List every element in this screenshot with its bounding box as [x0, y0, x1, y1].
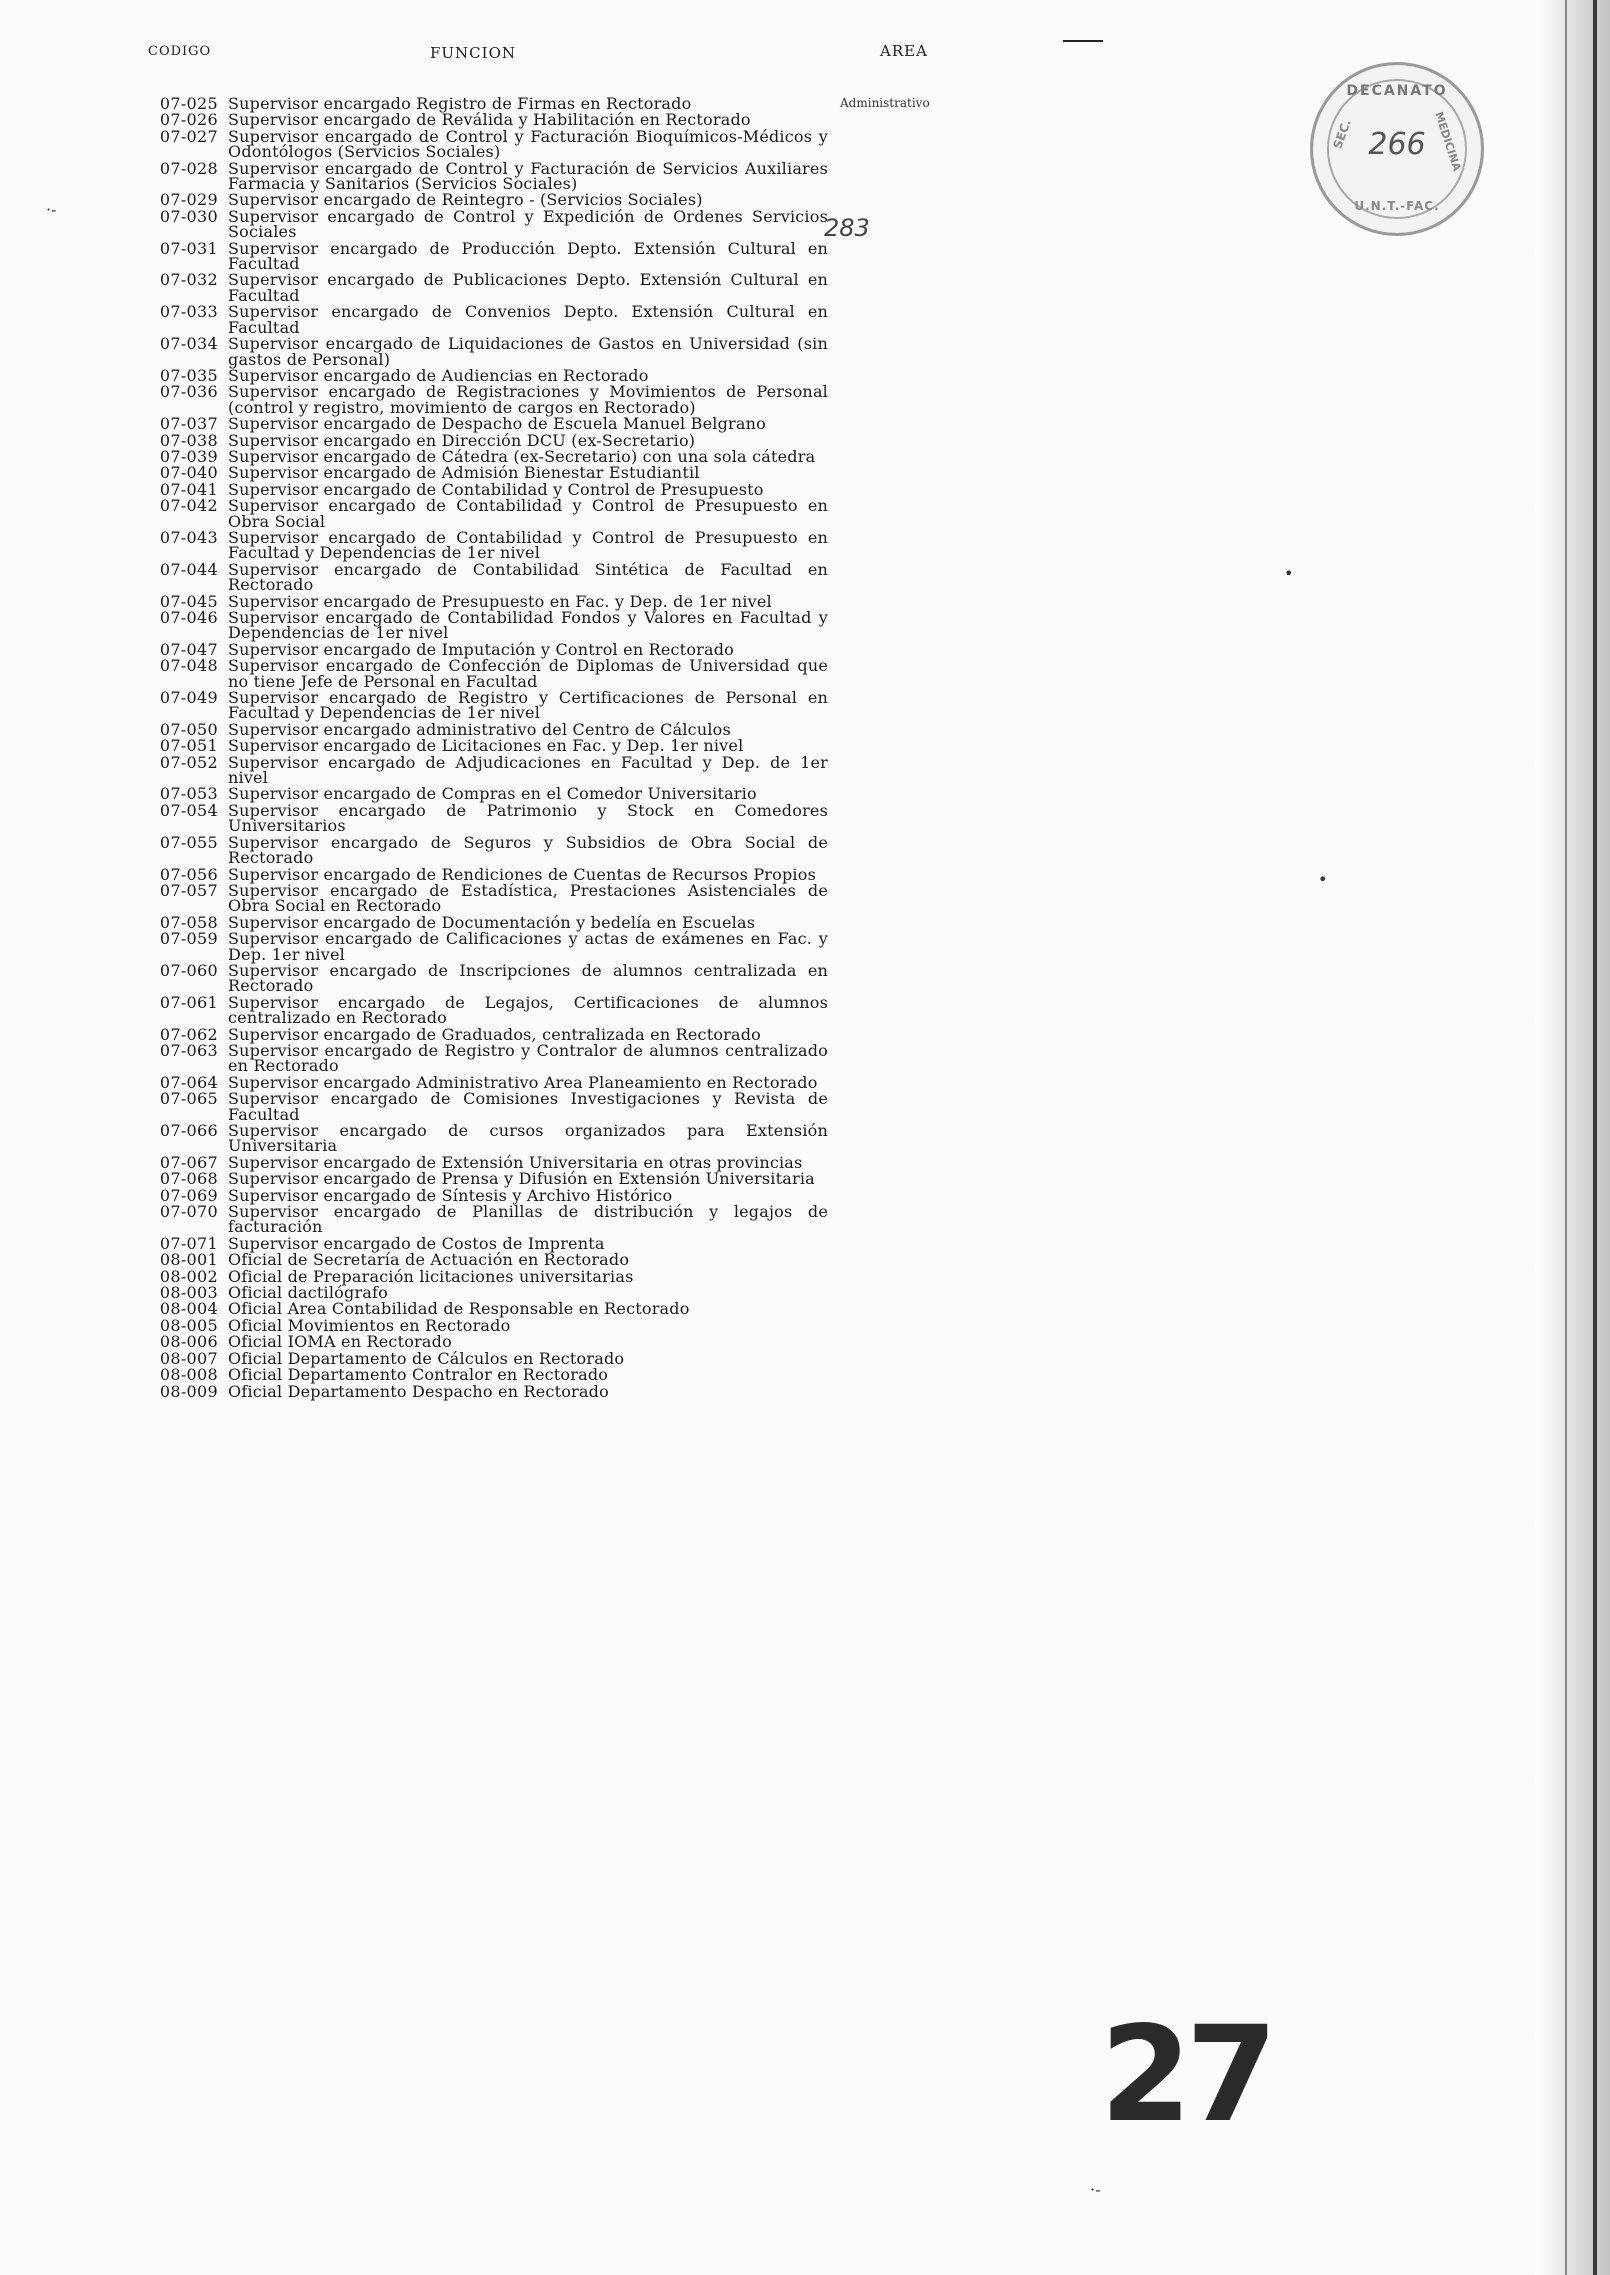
- table-row: [0, 304, 1540, 335]
- row-code: 07-057: [159, 880, 218, 900]
- row-function: Supervisor encargado de Contabilidad y Control de Presupuesto en Obra Social: [228, 496, 828, 531]
- row-function: Supervisor encargado de Contabilidad Sintética de Facultad en Rectorado: [228, 559, 828, 595]
- row-code: 08-005: [159, 1315, 218, 1335]
- row-function: Supervisor encargado de Registro y Certificaciones de Personal en Facultad y Dependencias de 1er nivel: [228, 688, 828, 723]
- row-function: Oficial Departamento Contralor en Rectorado: [228, 1365, 609, 1385]
- row-code: 07-064: [159, 1072, 218, 1092]
- stamp-top-text: DECANATO: [1346, 83, 1448, 99]
- table-row: [0, 110, 1540, 130]
- row-function: Supervisor encargado de Graduados, centralizada en Rectorado: [228, 1024, 762, 1044]
- row-function: Supervisor encargado de Producción Depto. Extensión Cultural en Facultad: [228, 238, 828, 274]
- stamp-bottom-text: U.N.T.-FAC.: [1354, 199, 1440, 213]
- table-row: [0, 1152, 1540, 1172]
- row-function: Supervisor encargado de Cátedra (ex-Secretario) con una sola cátedra: [228, 446, 816, 466]
- table-row: [0, 336, 1540, 367]
- table-row: [0, 912, 1540, 932]
- row-function: Oficial Area Contabilidad de Responsable en Rectorado: [228, 1299, 690, 1319]
- table-row: [0, 414, 1540, 434]
- row-function: Supervisor encargado de Síntesis y Archivo Histórico: [228, 1185, 673, 1205]
- row-code: 07-030: [159, 206, 218, 226]
- table-row: [0, 880, 1540, 916]
- row-function: Oficial Movimientos en Rectorado: [228, 1315, 511, 1335]
- row-code: 07-063: [159, 1040, 218, 1060]
- row-function: Supervisor encargado de Seguros y Subsidios de Obra Social de Rectorado: [228, 832, 828, 868]
- table-row: [0, 1233, 1540, 1253]
- table-row: [0, 463, 1540, 483]
- table-row: [0, 1123, 1540, 1154]
- row-function: Supervisor encargado administrativo del Centro de Cálculos: [228, 719, 731, 739]
- table-row: [0, 992, 1540, 1028]
- row-function: Supervisor encargado de Costos de Imprenta: [228, 1233, 605, 1253]
- page-number: 27: [1100, 1998, 1272, 2152]
- header-area: AREA: [880, 42, 928, 60]
- table-row: [0, 784, 1540, 804]
- table-row: [0, 752, 1540, 788]
- row-function: Supervisor encargado de Imputación y Control en Rectorado: [228, 639, 735, 659]
- row-code: 07-062: [159, 1024, 218, 1044]
- row-function: Supervisor encargado de Legajos, Certificaciones de alumnos centralizado en Rectorado: [228, 992, 828, 1028]
- row-code: 08-007: [159, 1348, 218, 1368]
- row-code: 07-044: [159, 559, 218, 579]
- table-row: [0, 1365, 1540, 1385]
- row-function: Supervisor encargado Registro de Firmas en Rectorado: [228, 94, 692, 113]
- row-code: 07-036: [159, 382, 218, 402]
- row-function: Supervisor encargado en Dirección DCU (ex-Secretario): [228, 430, 696, 450]
- table-row: [0, 639, 1540, 659]
- table-row: [0, 96, 1540, 111]
- row-function: Supervisor encargado de Audiencias en Rectorado: [228, 365, 649, 385]
- row-area: Administrativo: [840, 96, 930, 110]
- table-row: [0, 384, 1540, 415]
- table-row: [0, 1348, 1540, 1368]
- row-function: Supervisor encargado de Inscripciones de alumnos centralizada en Rectorado: [228, 960, 828, 996]
- table-row: [0, 1332, 1540, 1352]
- row-code: 07-068: [159, 1169, 218, 1189]
- table-row: [0, 430, 1540, 450]
- row-code: 08-009: [159, 1381, 218, 1401]
- row-code: 08-002: [159, 1266, 218, 1286]
- stamp-left-text: SEC.: [1330, 117, 1354, 151]
- row-code: 07-065: [159, 1089, 218, 1109]
- table-row: [0, 864, 1540, 884]
- table-row: [0, 238, 1540, 274]
- row-function: Oficial IOMA en Rectorado: [228, 1332, 452, 1352]
- row-code: 08-003: [159, 1283, 218, 1303]
- row-code: 07-047: [159, 639, 218, 659]
- table-row: [0, 1072, 1540, 1092]
- row-code: 07-049: [159, 688, 218, 708]
- table-row: [0, 1299, 1540, 1319]
- row-function: Supervisor encargado de Contabilidad y Control de Presupuesto en Facultad y Dependencias de 1er nivel: [228, 527, 828, 563]
- row-function: Supervisor encargado de Planillas de distribución y legajos de facturación: [228, 1202, 828, 1237]
- table-row: [0, 446, 1540, 466]
- row-code: 07-029: [159, 190, 218, 210]
- row-function: Supervisor encargado de Patrimonio y Stock en Comedores Universitarios: [228, 800, 828, 836]
- row-code: 07-054: [159, 800, 218, 820]
- row-code: 08-004: [159, 1299, 218, 1319]
- stamp-right-text: MEDICINA: [1432, 110, 1464, 173]
- table-row: [0, 1250, 1540, 1270]
- row-code: 07-034: [159, 334, 218, 354]
- header-codigo: CODIGO: [148, 44, 212, 59]
- row-code: 07-069: [159, 1185, 218, 1205]
- row-code: 07-042: [159, 496, 218, 516]
- row-function: Supervisor encargado de Documentación y bedelía en Escuelas: [228, 912, 756, 932]
- table-row: [0, 158, 1540, 194]
- margin-mark: •: [1318, 870, 1328, 889]
- row-code: 07-070: [159, 1202, 218, 1222]
- stamp-folio-number: 266: [1368, 127, 1426, 162]
- row-code: 07-071: [159, 1233, 218, 1253]
- table-row: [0, 832, 1540, 868]
- row-function: Supervisor encargado de Convenios Depto. Extensión Cultural en Facultad: [228, 302, 828, 337]
- row-code: 07-052: [159, 752, 218, 772]
- row-code: 07-025: [159, 94, 218, 113]
- row-code: 07-050: [159, 719, 218, 739]
- row-function: Supervisor encargado de Estadística, Prestaciones Asistenciales de Obra Social en Rectorado: [228, 880, 828, 916]
- row-function: Supervisor encargado de Admisión Bienestar Estudiantil: [228, 463, 700, 483]
- row-code: 07-041: [159, 479, 218, 499]
- row-code: 08-006: [159, 1332, 218, 1352]
- decanato-stamp: [1310, 62, 1484, 236]
- row-function: Supervisor encargado de Presupuesto en Fac. y Dep. de 1er nivel: [228, 591, 772, 611]
- row-code: 07-027: [159, 126, 218, 146]
- row-code: 07-039: [159, 446, 218, 466]
- margin-mark: ·‑: [46, 200, 57, 219]
- row-function: Supervisor encargado de Control y Facturación Bioquímicos-Médicos y Odontólogos (Servicios Sociales): [228, 126, 828, 162]
- table-row: [0, 736, 1540, 756]
- row-code: 07-067: [159, 1152, 218, 1172]
- row-code: 07-060: [159, 960, 218, 980]
- row-function: Supervisor encargado de Control y Expedición de Ordenes Servicios Sociales: [228, 206, 828, 242]
- row-function: Oficial dactilógrafo: [228, 1283, 388, 1303]
- row-code: 07-048: [159, 656, 218, 676]
- header-funcion: FUNCION: [430, 44, 516, 62]
- row-function: Supervisor encargado de Reválida y Habilitación en Rectorado: [228, 110, 751, 130]
- row-code: 07-033: [159, 302, 218, 322]
- table-row: [0, 960, 1540, 996]
- row-function: Supervisor encargado de Registraciones y Movimientos de Personal (control y registro, movimiento de cargos en Rectorado): [228, 382, 828, 417]
- table-header: [0, 42, 1530, 66]
- row-function: Supervisor encargado de Despacho de Escuela Manuel Belgrano: [228, 414, 766, 434]
- page-edge-shadow: [1535, 0, 1610, 2275]
- row-code: 07-026: [159, 110, 218, 130]
- row-code: 07-061: [159, 992, 218, 1012]
- row-code: 07-032: [159, 270, 218, 290]
- header-rule: [1063, 40, 1103, 42]
- row-code: 07-031: [159, 238, 218, 258]
- row-code: 07-037: [159, 414, 218, 434]
- row-function: Supervisor encargado de Liquidaciones de Gastos en Universidad (sin gastos de Personal): [228, 334, 828, 369]
- row-code: 07-043: [159, 527, 218, 547]
- table-row: [0, 479, 1540, 499]
- row-function: Oficial de Preparación licitaciones universitarias: [228, 1266, 634, 1286]
- table-row: [0, 498, 1540, 529]
- row-function: Supervisor encargado Administrativo Area Planeamiento en Rectorado: [228, 1072, 818, 1092]
- table-row: [0, 1381, 1540, 1401]
- row-function: Supervisor encargado de Publicaciones Depto. Extensión Cultural en Facultad: [228, 270, 828, 305]
- row-function: Oficial Departamento Despacho en Rectorado: [228, 1381, 609, 1401]
- table-row: [0, 610, 1540, 641]
- row-function: Supervisor encargado de Rendiciones de Cuentas de Recursos Propios: [228, 864, 816, 884]
- handwritten-annotation: 283: [824, 214, 870, 242]
- row-function: Supervisor encargado de Control y Facturación de Servicios Auxiliares Farmacia y Sanitarios (Servicios Sociales): [228, 158, 828, 194]
- row-code: 07-056: [159, 864, 218, 884]
- table-row: [0, 365, 1540, 385]
- row-code: 08-001: [159, 1250, 218, 1270]
- row-function: Oficial Departamento de Cálculos en Rectorado: [228, 1348, 625, 1368]
- row-function: Supervisor encargado de Prensa y Difusión en Extensión Universitaria: [228, 1169, 815, 1189]
- row-function: Supervisor encargado de Registro y Contralor de alumnos centralizado en Rectorado: [228, 1040, 828, 1076]
- row-code: 07-058: [159, 912, 218, 932]
- row-function: Supervisor encargado de Licitaciones en Fac. y Dep. 1er nivel: [228, 736, 744, 756]
- table-row: [0, 1283, 1540, 1303]
- margin-mark: ·‑: [1090, 2180, 1101, 2199]
- row-code: 07-028: [159, 158, 218, 178]
- table-row: [0, 1091, 1540, 1122]
- row-code: 07-066: [159, 1121, 218, 1140]
- row-function: Supervisor encargado de Calificaciones y actas de exámenes en Fac. y Dep. 1er nivel: [228, 929, 828, 964]
- margin-mark: •: [1284, 564, 1294, 583]
- table-row: [0, 591, 1540, 611]
- row-code: 07-053: [159, 784, 218, 804]
- row-code: 07-035: [159, 365, 218, 385]
- table-row: [0, 690, 1540, 721]
- table-row: [0, 559, 1540, 595]
- row-function: Supervisor encargado de Contabilidad y Control de Presupuesto: [228, 479, 764, 499]
- table-row: [0, 1169, 1540, 1189]
- row-function: Supervisor encargado de Adjudicaciones en Facultad y Dep. de 1er nivel: [228, 752, 828, 788]
- function-list: [0, 96, 1540, 1400]
- table-row: [0, 1024, 1540, 1044]
- table-row: [0, 1185, 1540, 1205]
- row-function: Oficial de Secretaría de Actuación en Rectorado: [228, 1250, 630, 1270]
- row-code: 07-038: [159, 430, 218, 450]
- row-code: 07-051: [159, 736, 218, 756]
- row-function: Supervisor encargado de Confección de Diplomas de Universidad que no tiene Jefe de Personal en Facultad: [228, 656, 828, 691]
- row-code: 07-046: [159, 608, 218, 627]
- row-code: 07-055: [159, 832, 218, 852]
- row-function: Supervisor encargado de Extensión Universitaria en otras provincias: [228, 1152, 803, 1172]
- table-row: [0, 190, 1540, 210]
- table-row: [0, 719, 1540, 739]
- row-code: 07-045: [159, 591, 218, 611]
- table-row: [0, 527, 1540, 563]
- row-function: Supervisor encargado de cursos organizados para Extensión Universitaria: [228, 1121, 828, 1156]
- table-row: [0, 1266, 1540, 1286]
- row-function: Supervisor encargado de Compras en el Comedor Universitario: [228, 784, 757, 804]
- row-function: Supervisor encargado de Comisiones Investigaciones y Revista de Facultad: [228, 1089, 828, 1124]
- row-function: Supervisor encargado de Reintegro - (Servicios Sociales): [228, 190, 703, 210]
- table-row: [0, 1040, 1540, 1076]
- row-code: 07-040: [159, 463, 218, 483]
- table-row: [0, 800, 1540, 836]
- row-function: Supervisor encargado de Contabilidad Fondos y Valores en Facultad y Dependencias de 1er nivel: [228, 608, 828, 643]
- table-row: [0, 931, 1540, 962]
- table-row: [0, 1315, 1540, 1335]
- row-code: 07-059: [159, 929, 218, 949]
- table-row: [0, 1204, 1540, 1235]
- table-row: [0, 272, 1540, 303]
- table-row: [0, 658, 1540, 689]
- row-code: 08-008: [159, 1365, 218, 1385]
